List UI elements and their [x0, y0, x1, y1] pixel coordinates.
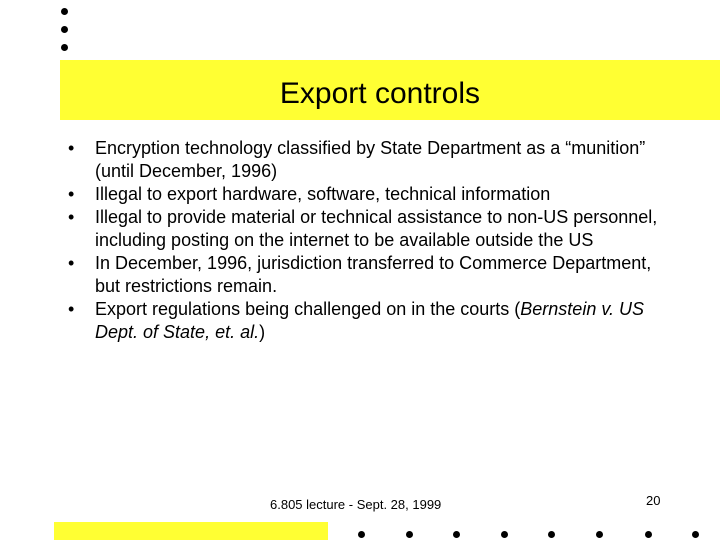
- decorative-dot: [548, 531, 555, 538]
- footer-band: [54, 522, 328, 540]
- decorative-dot: [501, 531, 508, 538]
- bullet-text-part: Export regulations being challenged on in the courts (: [95, 299, 521, 319]
- title-band: [60, 60, 720, 120]
- bullet-marker: •: [68, 299, 75, 319]
- case-name: Bernstein v. US Dept. of State, et. al.: [95, 299, 644, 342]
- decorative-dot: [692, 531, 699, 538]
- bullet-item: [68, 137, 668, 183]
- bullet-marker: •: [68, 184, 75, 204]
- decorative-dot: [453, 531, 460, 538]
- bullet-text: Illegal to provide material or technical assistance to non-US personnel, including posting on the internet to be available outside the US: [95, 207, 658, 250]
- bullet-text: Illegal to export hardware, software, technical information: [95, 184, 551, 204]
- bullet-item: [68, 298, 668, 344]
- bullet-text: In December, 1996, jurisdiction transferred to Commerce Department, but restrictions remain.: [95, 253, 652, 296]
- decorative-dot: [645, 531, 652, 538]
- bullet-list: [68, 137, 668, 344]
- decorative-dot: [61, 44, 68, 51]
- bullet-marker: •: [68, 253, 75, 273]
- decorative-dot: [61, 8, 68, 15]
- bullet-item: [68, 206, 668, 252]
- bullet-marker: •: [68, 138, 75, 158]
- footer-text: 6.805 lecture - Sept. 28, 1999: [270, 497, 442, 512]
- bullet-text-part: ): [259, 322, 266, 342]
- bullet-item: [68, 183, 668, 206]
- slide-title: Export controls: [279, 77, 480, 110]
- decorative-dot: [596, 531, 603, 538]
- bullet-item: [68, 252, 668, 298]
- bullet-text: [95, 299, 644, 342]
- bullet-marker: •: [68, 207, 75, 227]
- decorative-dot: [406, 531, 413, 538]
- page-number: 20: [646, 493, 661, 508]
- bullet-text: Encryption technology classified by State Department as a “munition” (until December, 1996): [95, 138, 646, 181]
- decorative-dot: [358, 531, 365, 538]
- decorative-dot: [61, 26, 68, 33]
